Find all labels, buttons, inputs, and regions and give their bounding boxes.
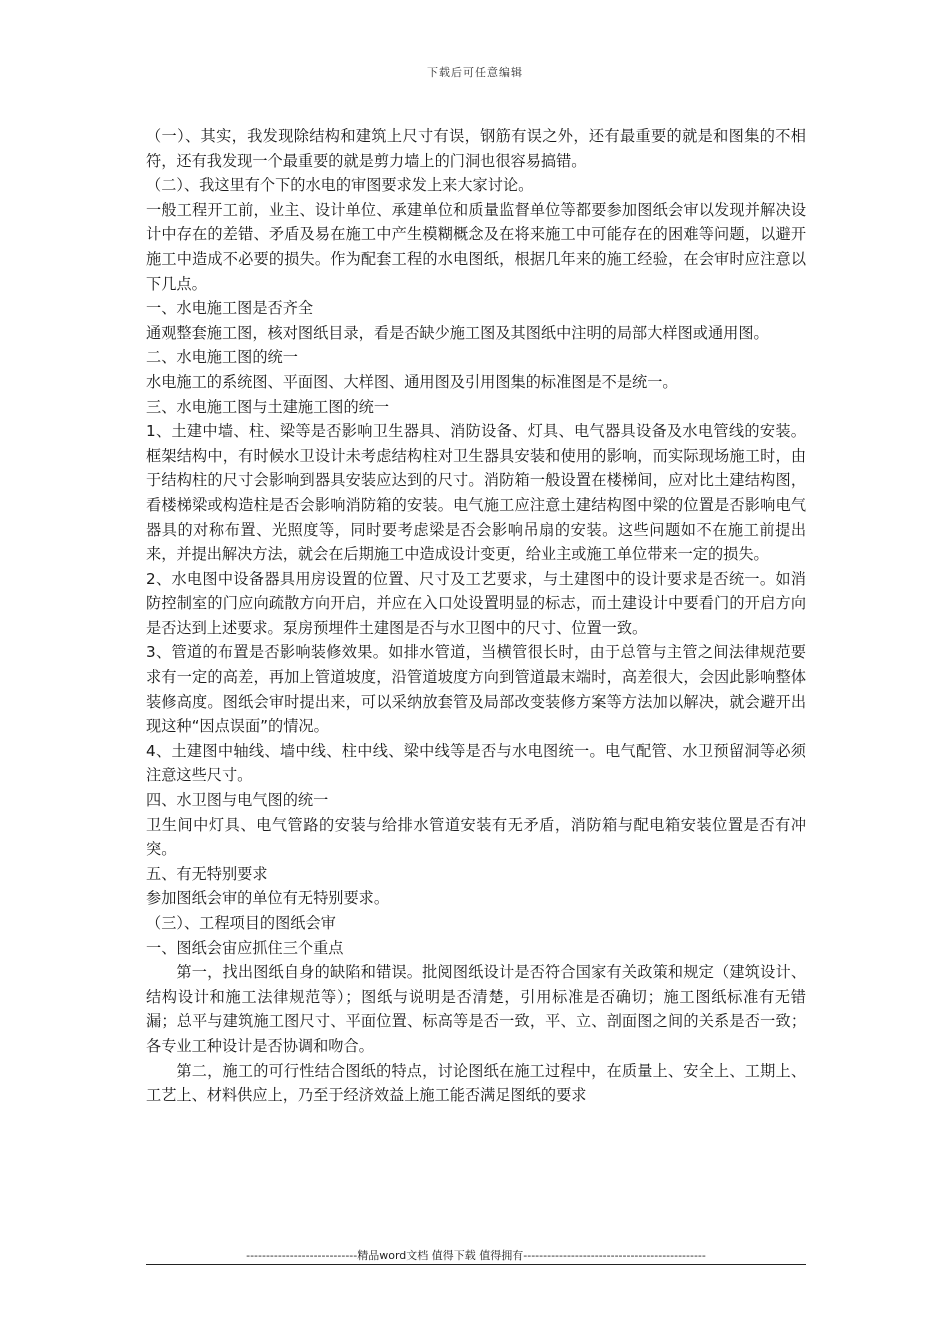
paragraph: （二）、我这里有个下的水电的审图要求发上来大家讨论。 bbox=[146, 176, 534, 195]
section-heading: 一、图纸会宙应抓住三个重点 bbox=[146, 938, 344, 957]
paragraph: 卫生间中灯具、电气管路的安装与给排水管道安装有无矛盾，消防箱与配电箱安装位置是否有冲突。 bbox=[146, 815, 806, 859]
numbered-paragraph: 1、土建中墙、柱、梁等是否影响卫生器具、消防设备、灯具、电气器具设备及水电管线的安装。框架结构中，有时候水卫设计未考虑结构柱对卫生器具安装和使用的影响，而实际现场施工时，由于结构柱的尺寸会影响到器具安装应达到的尺寸。消防箱一般设置在楼梯间，应对比土建结构图，看楼梯梁或构造柱是否会影响消防箱的安装。电气施工应注意土建结构图中梁的位置是否影响电气器具的对称布置、光照度等，同时要考虑梁是否会影响吊扇的安装。这些问题如不在施工前提出来，并提出解决方法，就会在后期施工中造成设计变更，给业主或施工单位带来一定的损失。 bbox=[146, 422, 806, 564]
paragraph: 参加图纸会审的单位有无特别要求。 bbox=[146, 889, 389, 908]
paragraph: 通观整套施工图，核对图纸目录，看是否缺少施工图及其图纸中注明的局部大样图或通用图。 bbox=[146, 323, 769, 342]
numbered-paragraph: 3、管道的布置是否影响装修效果。如排水管道，当横管很长时，由于总管与主管之间法律规范要求有一定的高差，再加上管道坡度，沿管道坡度方向到管道最末端时，高差很大，会因此影响整体装修高度。图纸会审时提出来，可以采纳放套管及局部改变装修方案等方法加以解决，就会避开出现这种“因点误面”的情况。 bbox=[146, 643, 806, 736]
page-footer: ----------------------------精品word文档 值得下载 值得拥有---------------------------------------------- bbox=[246, 1249, 706, 1262]
numbered-paragraph: 4、土建图中轴线、墙中线、柱中线、梁中线等是否与水电图统一。电气配管、水卫预留洞等必须注意这些尺寸。 bbox=[146, 741, 806, 785]
section-heading: 二、水电施工图的统一 bbox=[146, 348, 298, 367]
paragraph: （三）、工程项目的图纸会审 bbox=[146, 914, 336, 932]
document-body bbox=[146, 124, 806, 1108]
paragraph: 第一，找出图纸自身的缺陷和错误。批阅图纸设计是否符合国家有关政策和规定（建筑设计、结构设计和施工法律规范等）；图纸与说明是否清楚，引用标准是否确切；施工图纸标准有无错漏；总平与建筑施工图尺寸、平面位置、标高等是否一致，平、立、剖面图之间的关系是否一致；各专业工种设计是否协调和吻合。 bbox=[146, 963, 806, 1055]
section-heading: 五、有无特别要求 bbox=[146, 864, 268, 883]
paragraph: 第二，施工的可行性结合图纸的特点，讨论图纸在施工过程中，在质量上、安全上、工期上、工艺上、材料供应上，乃至于经济效益上施工能否满足图纸的要求 bbox=[146, 1061, 806, 1105]
section-heading: 四、水卫图与电气图的统一 bbox=[146, 791, 329, 810]
numbered-paragraph: 2、水电图中设备器具用房设置的位置、尺寸及工艺要求，与土建图中的设计要求是否统一。如消防控制室的门应向疏散方向开启，并应在入口处设置明显的标志，而土建设计中要看门的开启方向是否达到上述要求。泵房预埋件土建图是否与水卫图中的尺寸、位置一致。 bbox=[146, 569, 806, 637]
paragraph: 水电施工的系统图、平面图、大样图、通用图及引用图集的标准图是不是统一。 bbox=[146, 372, 678, 391]
section-heading: 一、水电施工图是否齐全 bbox=[146, 299, 314, 318]
section-heading: 三、水电施工图与土建施工图的统一 bbox=[146, 397, 389, 416]
paragraph: 一般工程开工前，业主、设计单位、承建单位和质量监督单位等都要参加图纸会审以发现并解决设计中存在的差错、矛盾及易在施工中产生模糊概念及在将来施工中可能存在的困难等问题，以避开施工中造成不必要的损失。作为配套工程的水电图纸，根据几年来的施工经验，在会审时应注意以下几点。 bbox=[146, 200, 806, 293]
paragraph: （一）、其实，我发现除结构和建筑上尺寸有误，钢筋有误之外，还有最重要的就是和图集的不相符，还有我发现一个最重要的就是剪力墙上的门洞也很容易搞错。 bbox=[146, 127, 806, 170]
footer-divider bbox=[146, 1264, 806, 1265]
page-header: 下载后可任意编辑 bbox=[427, 66, 523, 79]
